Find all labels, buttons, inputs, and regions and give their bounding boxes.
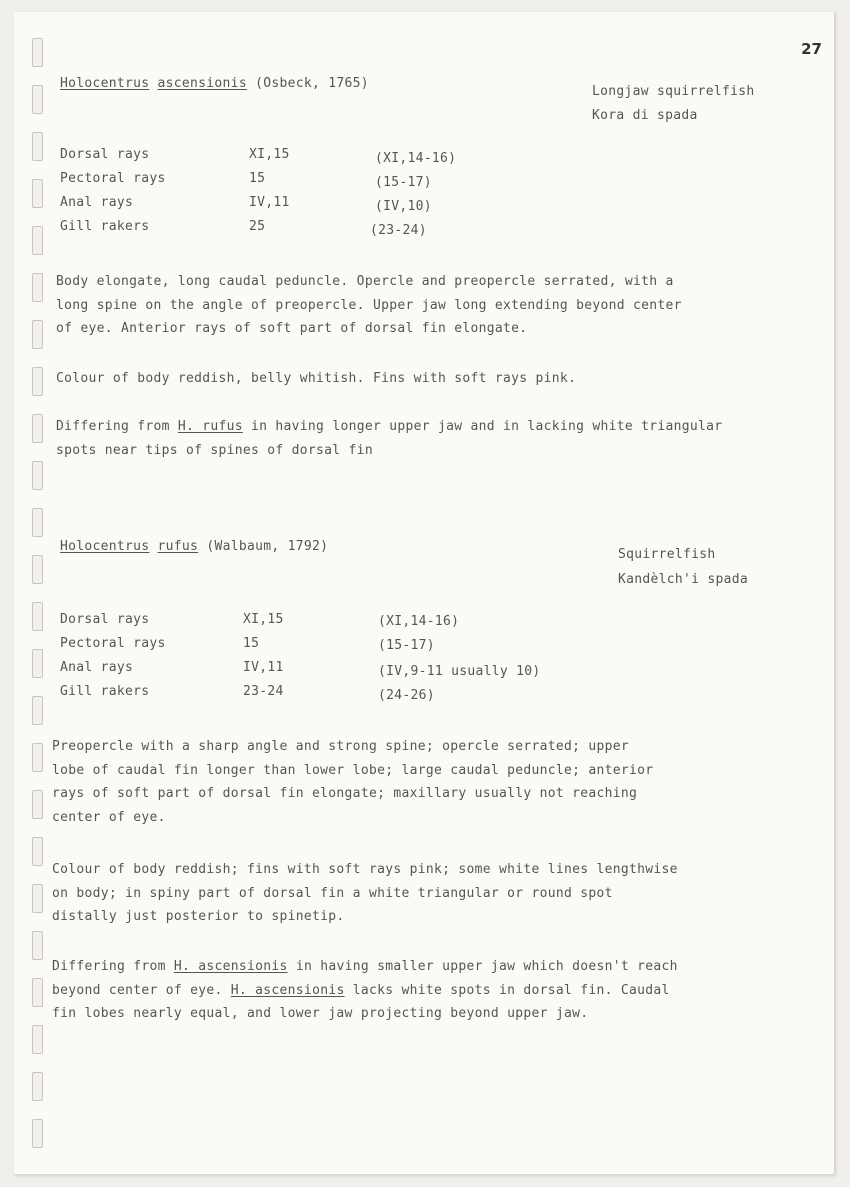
species-heading — [60, 76, 369, 92]
binder-hole — [32, 132, 43, 161]
binder-hole — [32, 367, 43, 396]
text-line: Preopercle with a sharp angle and strong spine; opercle serrated; upper — [52, 739, 629, 754]
binder-hole — [32, 649, 43, 678]
common-name: Squirrelfish — [618, 547, 716, 562]
differing-paragraph — [56, 415, 722, 462]
species-reference: H. rufus — [177, 419, 243, 434]
binder-hole — [32, 602, 43, 631]
binder-hole — [32, 38, 43, 67]
meristic-range: (IV,10) — [375, 199, 432, 214]
meristic-value: 15 — [243, 636, 260, 651]
common-name: Longjaw squirrelfish — [592, 84, 755, 99]
meristic-range: (XI,14-16) — [375, 151, 457, 166]
text-line: on body; in spiny part of dorsal fin a white triangular or round spot — [52, 885, 613, 901]
text-line: Colour of body reddish; fins with soft rays pink; some white lines lengthwise — [52, 862, 678, 877]
description-paragraph — [56, 270, 682, 341]
meristic-range: (XI,14-16) — [378, 614, 460, 629]
meristic-label: Dorsal rays — [60, 147, 150, 162]
meristic-label: Pectoral rays — [60, 636, 166, 651]
differing-paragraph — [52, 955, 678, 1026]
text-line: Differing from H. ascensionis in having smaller upper jaw which doesn't reach — [52, 959, 678, 974]
species-heading — [60, 539, 328, 555]
authority: (Osbeck, 1765) — [255, 76, 369, 91]
binder-hole — [32, 179, 43, 208]
species-epithet: ascensionis — [157, 76, 247, 91]
page-number: 27 — [801, 40, 822, 58]
meristic-label: Anal rays — [60, 195, 134, 210]
text-line: long spine on the angle of preopercle. Upper jaw long extending beyond center — [56, 297, 682, 313]
binder-hole — [32, 508, 43, 537]
meristic-value: IV,11 — [249, 195, 290, 210]
local-name: Kandèlch'i spada — [618, 572, 749, 587]
text-line: spots near tips of spines of dorsal fin — [56, 442, 373, 458]
binder-hole — [32, 414, 43, 443]
binder-hole — [32, 273, 43, 302]
text-line: fin lobes nearly equal, and lower jaw projecting beyond upper jaw. — [52, 1006, 589, 1022]
colour-paragraph: Colour of body reddish, belly whitish. Fins with soft rays pink. — [56, 371, 577, 386]
authority: (Walbaum, 1792) — [206, 539, 329, 554]
binder-hole — [32, 790, 43, 819]
binder-hole — [32, 837, 43, 866]
text-line: Differing from H. rufus in having longer upper jaw and in lacking white triangular — [56, 419, 723, 434]
species-epithet: rufus — [157, 539, 199, 554]
genus-name: Holocentrus — [60, 539, 150, 554]
text-line: rays of soft part of dorsal fin elongate; maxillary usually not reaching — [52, 786, 638, 802]
text-line: lobe of caudal fin longer than lower lobe; large caudal peduncle; anterior — [52, 762, 654, 778]
binder-hole — [32, 978, 43, 1007]
binder-hole — [32, 461, 43, 490]
binder-hole — [32, 931, 43, 960]
meristic-value: 25 — [249, 219, 266, 234]
meristic-range: (24-26) — [378, 688, 435, 703]
binder-hole — [32, 696, 43, 725]
meristic-range: (23-24) — [370, 223, 427, 238]
species-reference: H. ascensionis — [173, 959, 288, 974]
binder-hole — [32, 1072, 43, 1101]
binder-hole — [32, 320, 43, 349]
species-reference: H. ascensionis — [230, 982, 345, 998]
text-line: Body elongate, long caudal peduncle. Opercle and preopercle serrated, with a — [56, 274, 674, 289]
meristic-range: (IV,9-11 usually 10) — [378, 664, 541, 679]
meristic-value: 15 — [249, 171, 266, 186]
meristic-label: Dorsal rays — [60, 612, 150, 627]
binder-hole — [32, 1025, 43, 1054]
meristic-range: (15-17) — [375, 175, 432, 190]
meristic-value: XI,15 — [249, 147, 290, 162]
local-name: Kora di spada — [592, 108, 698, 123]
meristic-value: XI,15 — [243, 612, 284, 627]
binder-hole — [32, 743, 43, 772]
text-line: beyond center of eye. H. ascensionis lacks white spots in dorsal fin. Caudal — [52, 982, 670, 998]
meristic-value: 23-24 — [243, 684, 284, 699]
text-line: distally just posterior to spinetip. — [52, 909, 345, 925]
meristic-range: (15-17) — [378, 638, 435, 653]
text-line: of eye. Anterior rays of soft part of dorsal fin elongate. — [56, 321, 528, 337]
binder-hole — [32, 555, 43, 584]
meristic-label: Anal rays — [60, 660, 134, 675]
meristic-label: Pectoral rays — [60, 171, 166, 186]
binder-hole — [32, 226, 43, 255]
binder-hole — [32, 85, 43, 114]
description-paragraph — [52, 735, 653, 830]
text-line: center of eye. — [52, 810, 166, 826]
meristic-label: Gill rakers — [60, 219, 150, 234]
genus-name: Holocentrus — [60, 76, 150, 91]
binder-hole — [32, 884, 43, 913]
meristic-label: Gill rakers — [60, 684, 150, 699]
binder-hole — [32, 1119, 43, 1148]
meristic-value: IV,11 — [243, 660, 284, 675]
colour-paragraph — [52, 858, 678, 929]
